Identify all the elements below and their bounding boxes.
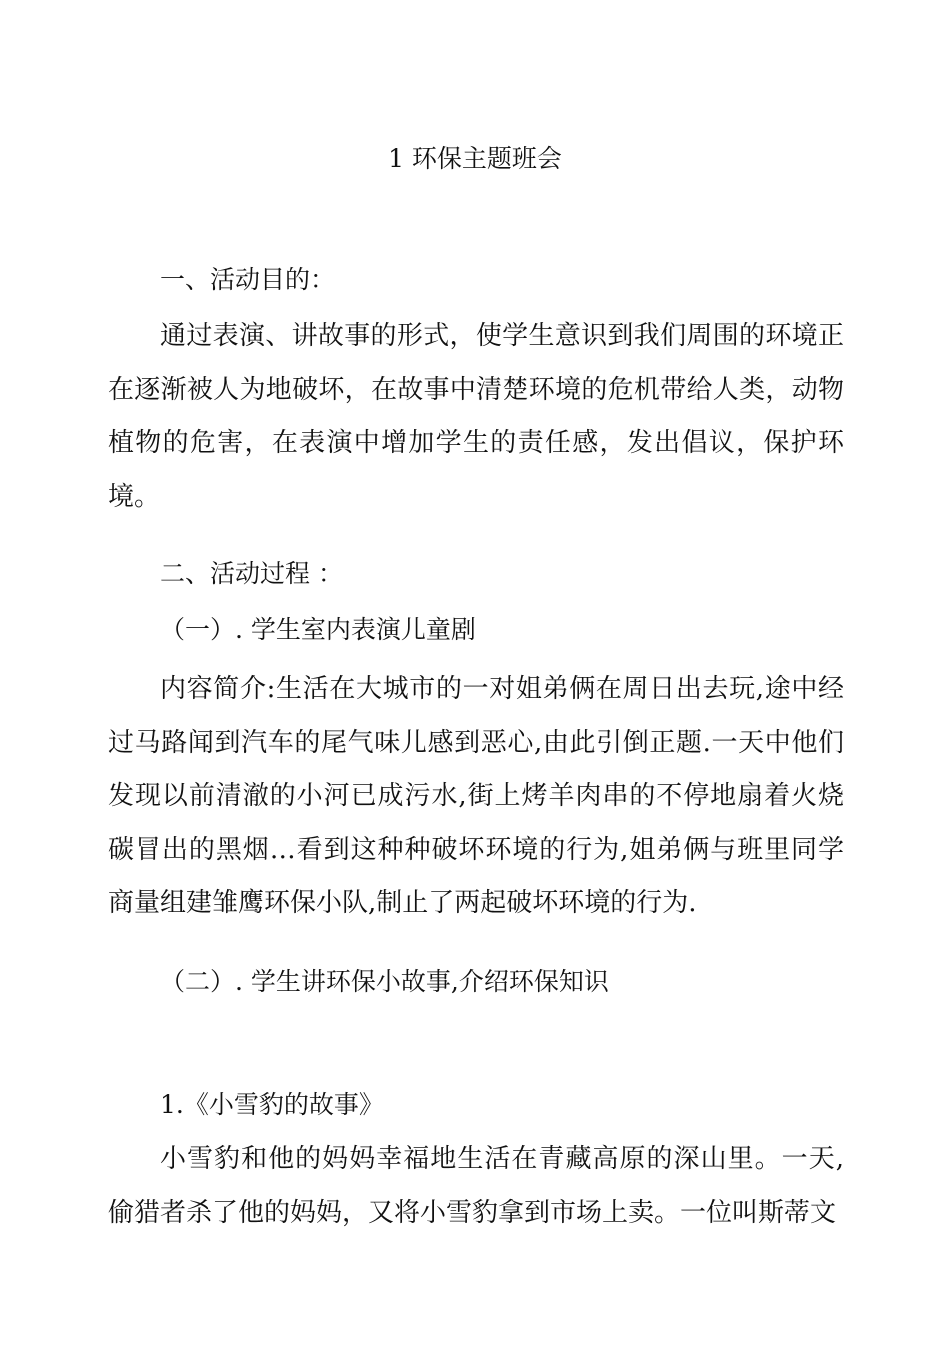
- part1-heading: （一）. 学生室内表演儿童剧: [160, 615, 476, 644]
- story1-paragraph: 小雪豹和他的妈妈幸福地生活在青藏高原的深山里。一天,偷猎者杀了他的妈妈，又将小雪豹拿到市场上卖。一位叫斯蒂文: [108, 1144, 844, 1228]
- section2-heading: 二、活动过程 ：: [160, 559, 343, 588]
- section1-heading: 一、活动目的：: [160, 265, 336, 294]
- part1-paragraph: 内容简介:生活在大城市的一对姐弟俩在周日出去玩,途中经过马路闻到汽车的尾气味儿感到恶心,由此引倒正题.一天中他们发现以前清澈的小河已成污水,街上烤羊肉串的不停地扇着火烧碳冒出的黑烟…看到这种种破坏环境的行为,姐弟俩与班里同学商量组建雏鹰环保小队,制止了两起破坏环境的行为.: [108, 674, 844, 918]
- part2-heading: （二）. 学生讲环保小故事,介绍环保知识: [160, 967, 609, 996]
- story1-heading: 1.《小雪豹的故事》: [160, 1090, 384, 1119]
- document-title: 1 环保主题班会: [388, 144, 562, 173]
- section1-paragraph: 通过表演、讲故事的形式，使学生意识到我们周围的环境正在逐渐被人为地破坏，在故事中清楚环境的危机带给人类，动物植物的危害，在表演中增加学生的责任感，发出倡议，保护环境。: [108, 321, 844, 512]
